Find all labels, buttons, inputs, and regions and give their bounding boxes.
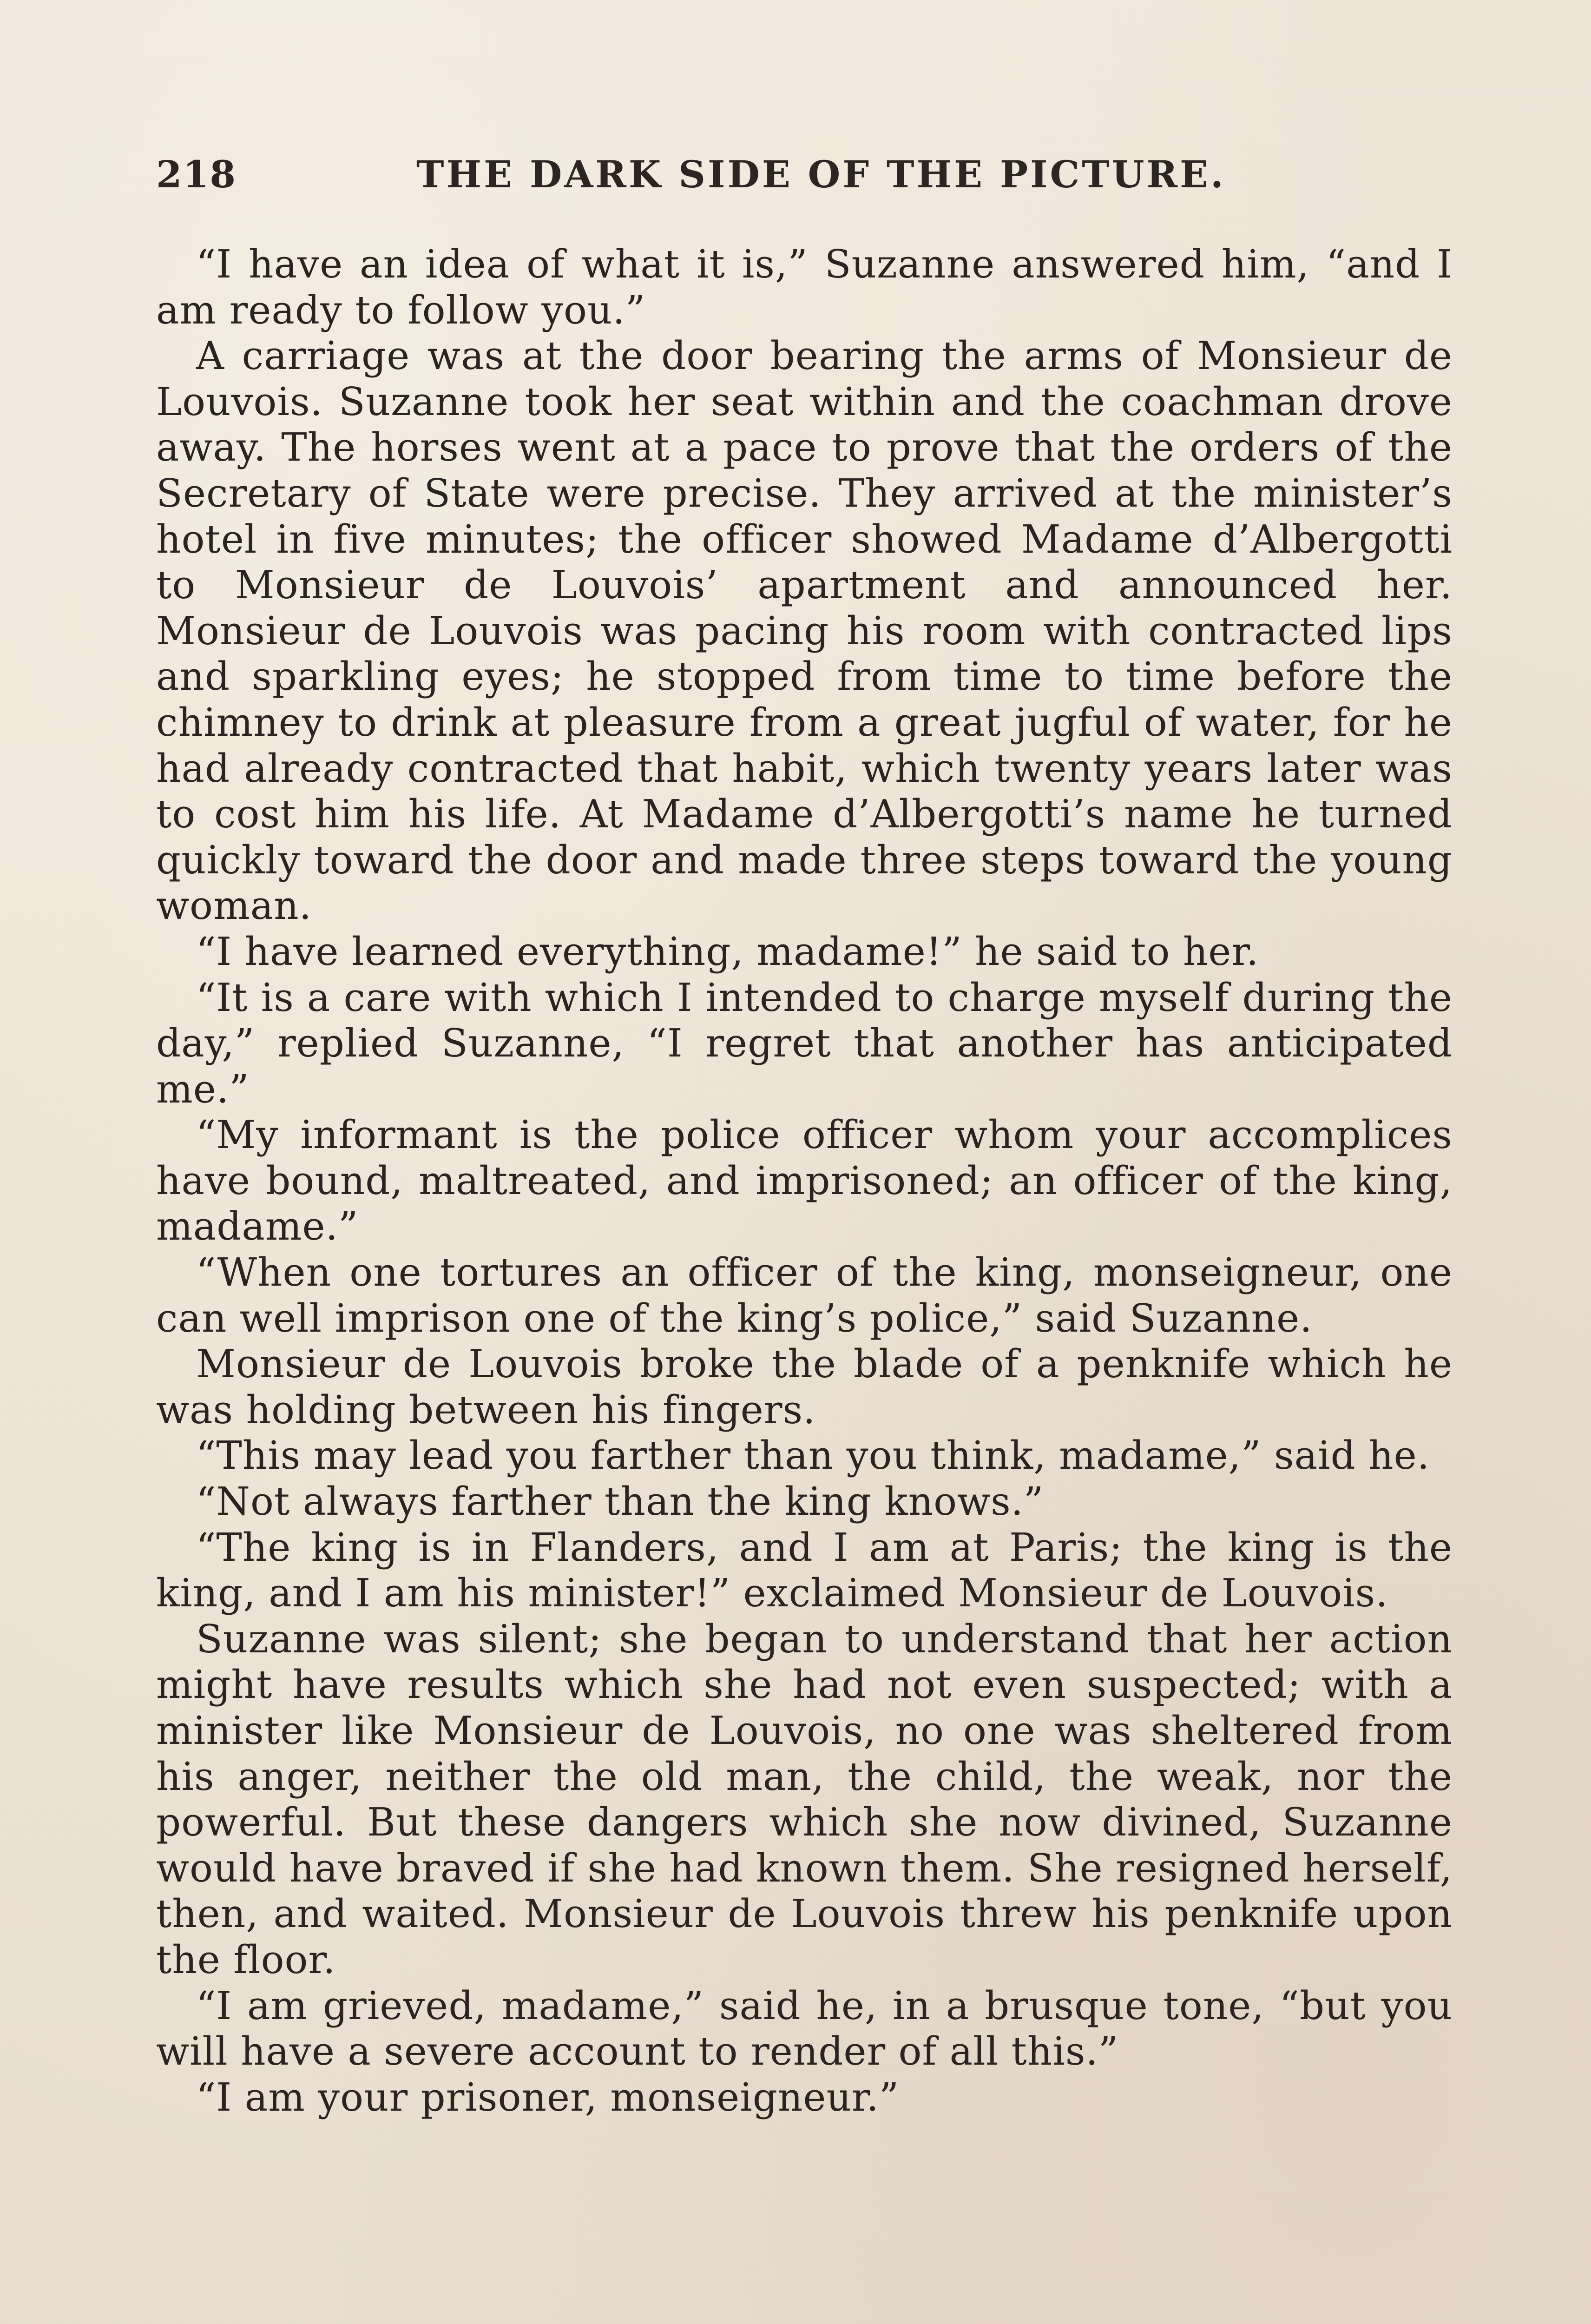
paragraph: “Not always farther than the king knows.” (196, 1479, 1044, 1525)
page-number: 218 (156, 152, 237, 196)
paragraph: Monsieur de Louvois broke the blade of a penknife which he was holding between his fingers. (156, 1341, 1453, 1433)
paragraph: “It is a care with which I intended to charge myself during the day,” replied Suzanne, “I regret that another has anticipated me.” (156, 975, 1453, 1112)
paragraph: “I have an idea of what it is,” Suzanne answered him, “and I am ready to follow you.” (156, 242, 1453, 333)
paragraph: “I am grieved, madame,” said he, in a brusque tone, “but you will have a severe account to render of all this.” (156, 1983, 1453, 2074)
paragraph: A carriage was at the door bearing the arms of Monsieur de Louvois. Suzanne took her seat within and the coachman drove away. The horses went at a pace to prove that the orders of the Secretary of State were precise. They arrived at the minister’s hotel in five minutes; the officer showed Madame d’Albergotti to Monsieur de Louvois’ apartment and announced her. Monsieur de Louvois was pacing his room with contracted lips and sparkling eyes; he stopped from time to time before the chimney to drink at pleasure from a great jugful of water, for he had already contracted that habit, which twenty years later was to cost him his life. At Madame d’Albergotti’s name he turned quickly toward the door and made three steps toward the young woman. (156, 333, 1453, 929)
paragraph: “I have learned everything, madame!” he said to her. (196, 929, 1259, 974)
paragraph: Suzanne was silent; she began to understand that her action might have results which she had not even suspected; with a minister like Monsieur de Louvois, no one was sheltered from his anger, neither the old man, the child, the weak, nor the powerful. But these dangers which she now divined, Suzanne would have braved if she had known them. She resigned herself, then, and waited. Monsieur de Louvois threw his penknife upon the floor. (156, 1616, 1453, 1982)
paragraph: “This may lead you farther than you think, madame,” said he. (196, 1433, 1430, 1479)
page-header (156, 152, 1457, 208)
paragraph: “My informant is the police officer whom your accomplices have bound, maltreated, and imprisoned; an officer of the king, madame.” (156, 1112, 1453, 1249)
paragraph: “When one tortures an officer of the king, monseigneur, one can well imprison one of the king’s police,” said Suzanne. (156, 1250, 1453, 1341)
body-text (156, 242, 1453, 2120)
running-head: THE DARK SIDE OF THE PICTURE. (416, 152, 1226, 196)
paragraph: “I am your prisoner, monseigneur.” (196, 2074, 900, 2120)
paragraph: “The king is in Flanders, and I am at Paris; the king is the king, and I am his minister!” exclaimed Monsieur de Louvois. (156, 1525, 1453, 1616)
